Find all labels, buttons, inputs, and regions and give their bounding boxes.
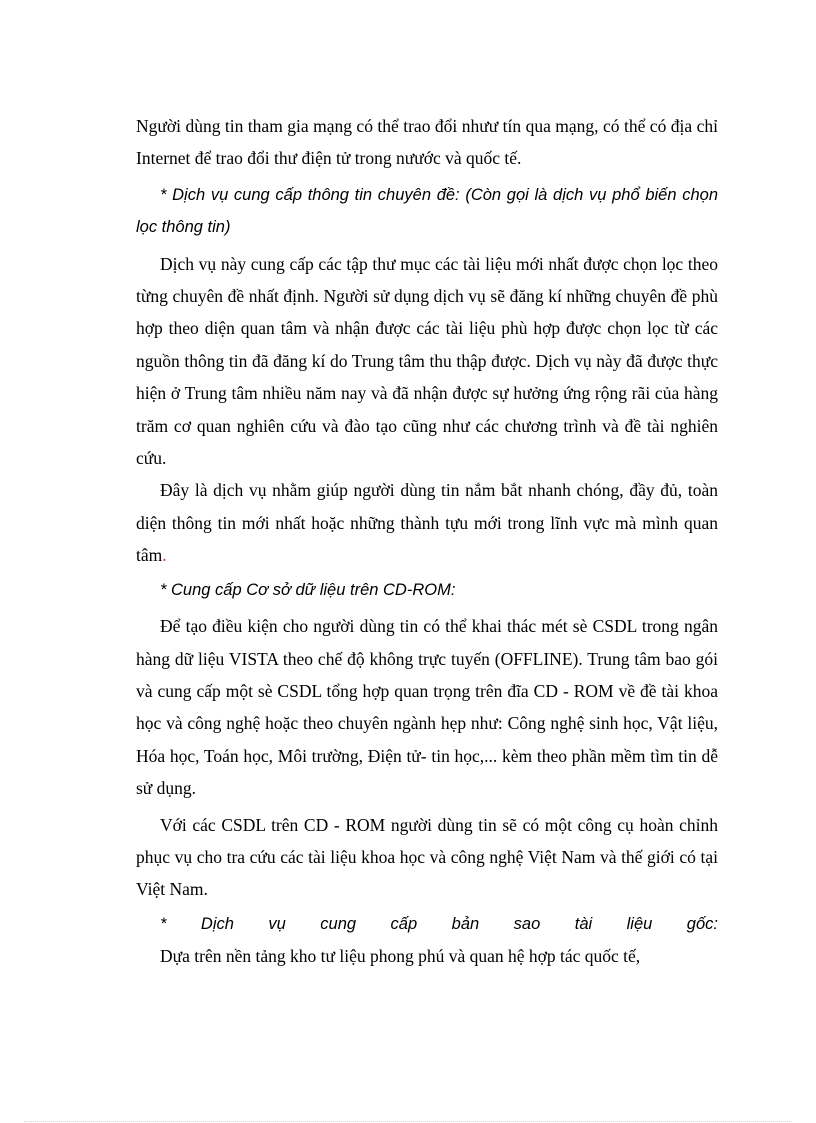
heading-cdrom-database: * Cung cấp Cơ sở dữ liệu trên CD-ROM: [160, 580, 456, 599]
paragraph-cdrom-benefit: Với các CSDL trên CD - ROM người dùng tin sẽ có một công cụ hoàn chỉnh phục vụ cho tra cứu các tài liệu khoa học và công nghệ Việt Nam và thế giới có tại Việt Nam. [136, 814, 718, 900]
document-body [136, 110, 718, 973]
heading-document-copy-service: * Dịch vụ cung cấp bản sao tài liệu gốc: [160, 914, 718, 933]
paragraph-internet: Người dùng tin tham gia mạng có thể trao đổi nhưư tín qua mạng, có thể có địa chỉ Internet để trao đổi thư điện tử trong nưước và quốc tế. [136, 116, 718, 169]
paragraph-thematic-service-description: Dịch vụ này cung cấp các tập thư mục các tài liệu mới nhất được chọn lọc theo từng chuyên đề nhất định. Người sử dụng dịch vụ sẽ đăng kí những chuyên đề phù hợp theo diện quan tâm và nhận được các tài liệu phù hợp được chọn lọc từ các nguồn thông tin đã đăng kí do Trung tâm thu thập được. Dịch vụ này đã được thực hiện ở Trung tâm nhiều năm nay và đã nhận được sự hưởng ứng rộng rãi của hàng trăm cơ quan nghiên cứu và đào tạo cũng như các chương trình và đề tài nghiên cứu. [136, 253, 718, 469]
heading-thematic-info-service: * Dịch vụ cung cấp thông tin chuyên đề: (Còn gọi là dịch vụ phổ biến chọn lọc thông tin) [136, 185, 718, 237]
paragraph-document-copy-intro: Dựa trên nền tảng kho tư liệu phong phú và quan hệ hợp tác quốc tế, [160, 946, 641, 967]
paragraph-service-purpose-period: . [162, 545, 167, 566]
paragraph-cdrom-description: Để tạo điều kiện cho người dùng tin có thể khai thác mét sè CSDL trong ngân hàng dữ liệu VISTA theo chế độ không trực tuyến (OFFLINE). Trung tâm bao gói và cung cấp một sè CSDL tổng hợp quan trọng trên đĩa CD - ROM về đề tài khoa học và công nghệ hoặc theo chuyên ngành hẹp như: Công nghệ sinh học, Vật liệu, Hóa học, Toán học, Môi trường, Điện tử- tin học,... kèm theo phần mềm tìm tin dễ sử dụng. [136, 616, 718, 799]
paragraph-service-purpose [136, 474, 718, 571]
page-bottom-divider [24, 1121, 792, 1122]
paragraph-service-purpose-text: Đây là dịch vụ nhằm giúp người dùng tin nắm bắt nhanh chóng, đầy đủ, toàn diện thông tin mới nhất hoặc những thành tựu mới trong lĩnh vực mà mình quan tâm [136, 480, 718, 566]
